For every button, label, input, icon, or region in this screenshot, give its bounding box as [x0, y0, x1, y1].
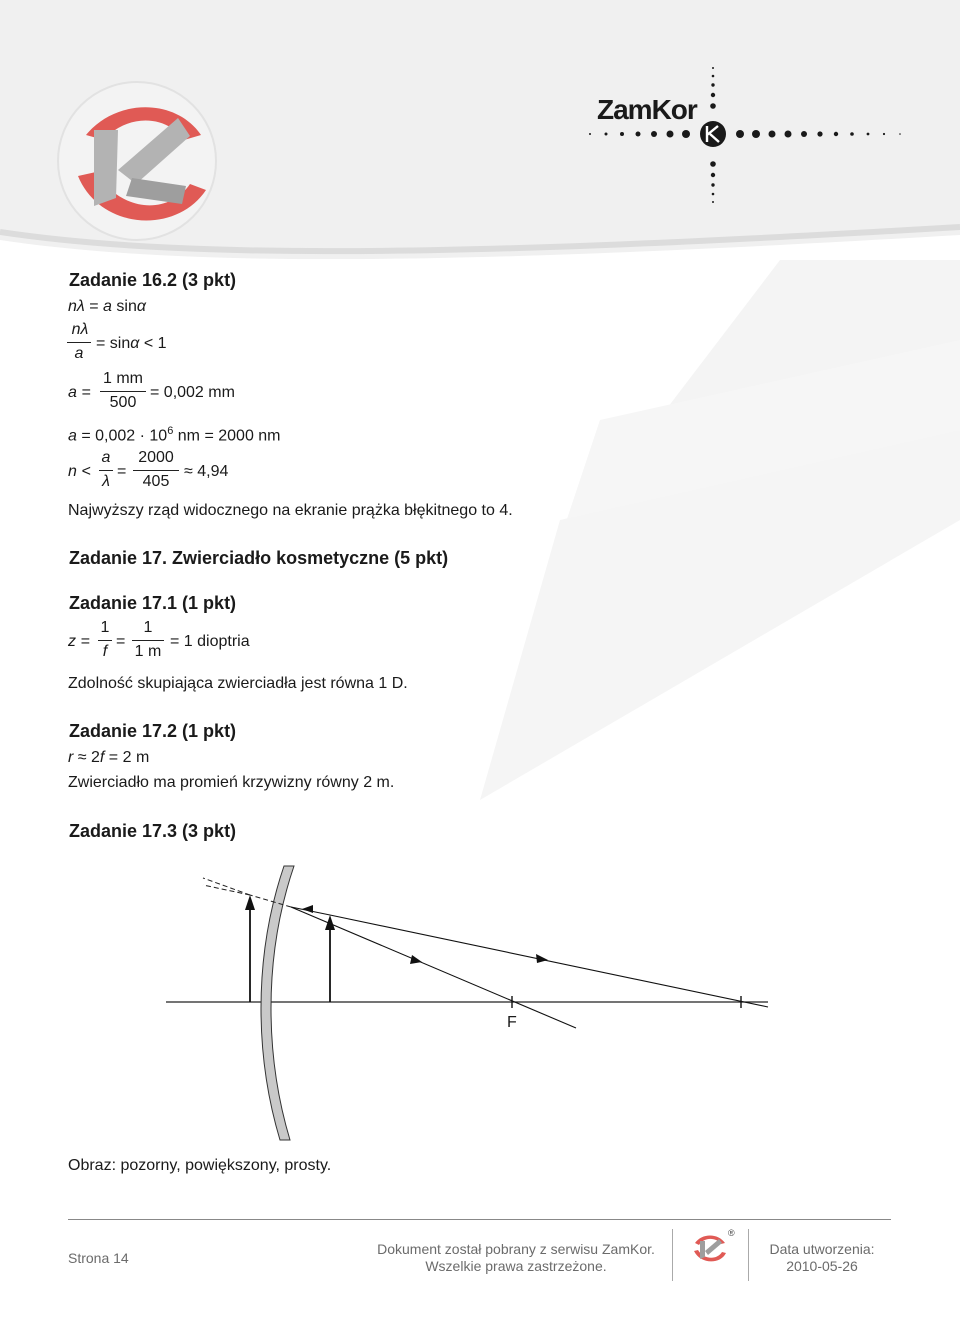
t171-lhs-text: z =: [68, 633, 90, 650]
ray-arrow-3: [410, 955, 422, 964]
registered-mark: ®: [728, 1228, 735, 1238]
brand-mark-icon: [700, 121, 726, 147]
eq2-denominator: [66, 345, 92, 363]
t171-equals: =: [116, 633, 126, 650]
brand-name: ZamKor: [597, 94, 697, 125]
t171-lhs: [68, 632, 90, 652]
page-number: Strona 14: [68, 1250, 129, 1266]
footer-divider-left: [672, 1229, 673, 1281]
eq5-lhs: [68, 462, 91, 482]
footer-rule: [68, 1219, 891, 1220]
eq4-mid: = 0,002 · 10: [81, 427, 168, 445]
zamkor-logo-large: [56, 80, 218, 242]
t172-f: f: [99, 749, 105, 766]
mirror-ray-diagram: [0, 850, 960, 1150]
footer-divider-right: [748, 1229, 749, 1281]
task-17-heading: Zadanie 17. Zwierciadło kosmetyczne (5 pkt): [69, 548, 449, 568]
task-17-2-heading: Zadanie 17.2 (1 pkt): [69, 721, 237, 741]
eq4-lhs: a: [68, 427, 77, 445]
focus-label: F: [507, 1014, 517, 1031]
brand-crosshair: [560, 62, 920, 212]
ray-through-center: [330, 915, 768, 1007]
t171-fraction-bar-1: [98, 640, 112, 641]
eq1-lhs: nλ: [68, 298, 85, 315]
eq4-exponent: 6: [167, 425, 174, 437]
task-17-2-equation: [68, 748, 149, 768]
dot-line-horizontal: [589, 130, 901, 138]
eq5-numerator-1: [98, 449, 114, 467]
eq3-lhs-text: a =: [68, 384, 91, 401]
equation-4: [68, 421, 281, 446]
eq2-alpha: α: [130, 335, 140, 352]
footer-notice-line-1: Dokument został pobrany z serwisu ZamKor.: [377, 1241, 655, 1257]
equation-1: [68, 297, 146, 317]
eq3-numerator: 1 mm: [103, 370, 143, 387]
eq5-fraction-bar-1: [99, 470, 113, 471]
eq3-fraction-bar: [100, 391, 146, 392]
t172-mid: ≈ 2: [73, 749, 100, 766]
eq1-sin: sin: [116, 298, 137, 315]
t171-rhs: = 1 dioptria: [170, 633, 250, 650]
eq5-numerator-2: 2000: [138, 449, 174, 466]
date-value: 2010-05-26: [786, 1258, 858, 1274]
task-17-3-conclusion: Obraz: pozorny, powiększony, prosty.: [68, 1157, 332, 1174]
t172-rhs: = 2 m: [104, 749, 150, 766]
ray-arrow-1: [536, 954, 548, 963]
task-17-1-heading: Zadanie 17.1 (1 pkt): [69, 593, 237, 613]
t171-numerator-2: 1: [143, 619, 153, 636]
eq1-alpha: α: [136, 298, 146, 315]
eq3-denominator: 500: [109, 394, 137, 411]
eq5-rhs: ≈ 4,94: [184, 463, 229, 480]
eq2-num-text: nλ: [71, 321, 89, 338]
eq3-lhs: [68, 383, 91, 403]
date-label: Data utworzenia:: [769, 1241, 875, 1257]
t171-fraction-bar-2: [132, 640, 164, 641]
t171-denominator-2: 1 m: [134, 643, 162, 660]
zamkor-logo-small: [692, 1231, 728, 1265]
eq5-equals: =: [117, 463, 127, 480]
eq2-rhs-text: = sin: [96, 335, 131, 352]
task-17-1-conclusion: Zdolność skupiająca zwierciadła jest równa 1 D.: [68, 675, 408, 692]
t172-r: r: [68, 749, 74, 766]
ray-reflected-through-focus: [291, 907, 576, 1028]
concave-mirror: [261, 866, 294, 1140]
task-17-3-heading: Zadanie 17.3 (3 pkt): [69, 821, 237, 841]
eq2-den-text: a: [74, 345, 84, 362]
eq5-fraction-bar-2: [133, 470, 179, 471]
equation-2-rhs: [96, 334, 167, 354]
eq2-tail: < 1: [139, 335, 167, 352]
footer-notice-line-2: Wszelkie prawa zastrzeżone.: [425, 1258, 607, 1274]
eq1-equals: =: [89, 298, 99, 315]
eq5-den1-text: λ: [102, 473, 110, 490]
eq2-numerator: [66, 321, 94, 339]
task-16-2-conclusion: Najwyższy rząd widocznego na ekranie prążka błękitnego to 4.: [68, 502, 513, 519]
t171-numerator-1: 1: [100, 619, 110, 636]
t171-denominator-1: [97, 643, 113, 661]
eq3-rhs: = 0,002 mm: [150, 384, 235, 401]
eq5-denominator-2: 405: [142, 473, 170, 490]
eq5-denominator-1: [98, 473, 114, 491]
eq1-a: a: [103, 298, 112, 315]
eq5-num1-text: a: [101, 449, 111, 466]
task-17-2-conclusion: Zwierciadło ma promień krzywizny równy 2 m.: [68, 774, 395, 791]
image-arrowhead: [245, 895, 255, 910]
background-stripe-3: [480, 430, 960, 800]
task-16-2-heading: Zadanie 16.2 (3 pkt): [69, 270, 237, 290]
eq2-fraction-bar: [67, 342, 91, 343]
t171-den1-text: f: [102, 643, 108, 660]
eq5-lhs-text: n <: [68, 463, 91, 480]
eq4-rhs: nm = 2000 nm: [177, 427, 281, 445]
